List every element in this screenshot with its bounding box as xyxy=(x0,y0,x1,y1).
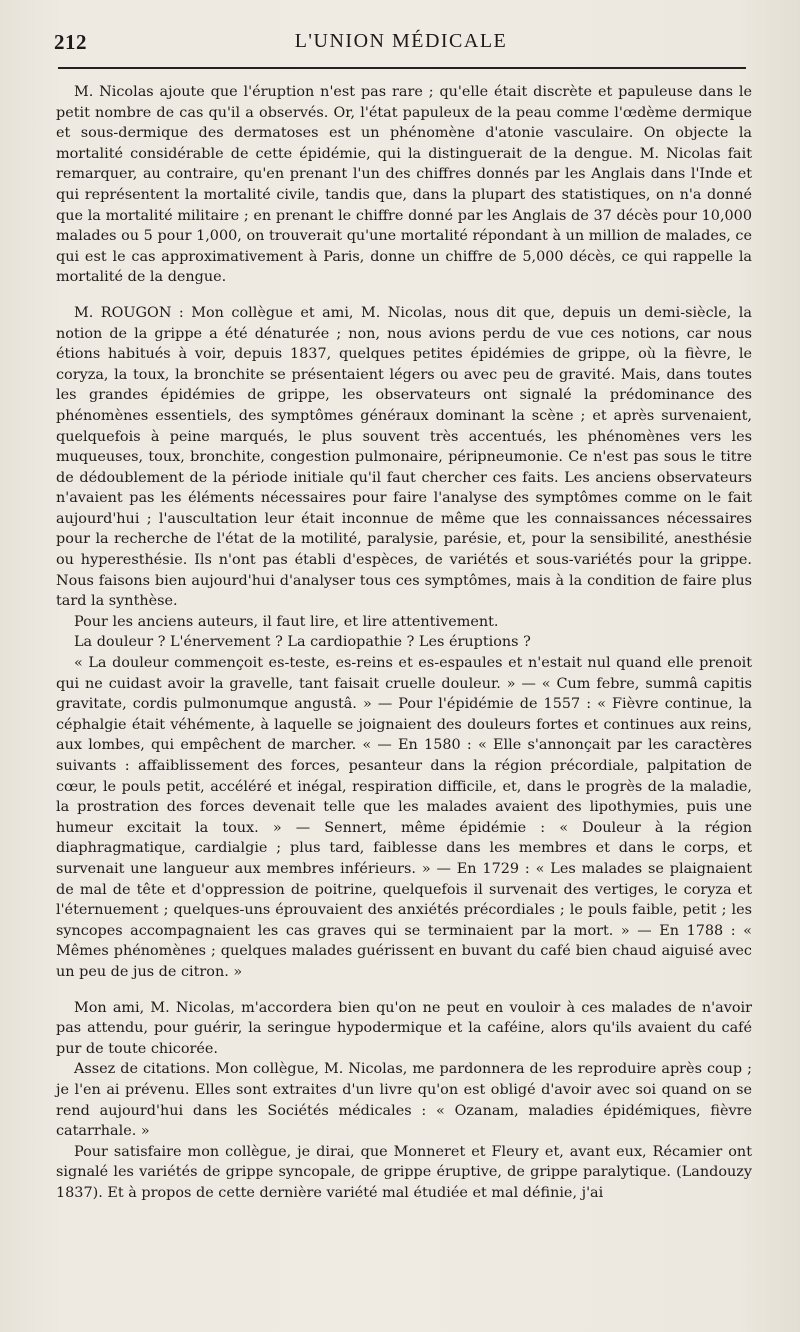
paragraph-rougon-reply: M. ROUGON : Mon collègue et ami, M. Nicolas, nous dit que, depuis un demi-siècle, la notion de la grippe a été dénaturée ; non, nous avions perdu de vue ces notions, car nous étions habitués à voir, depuis 1837, quelques petites épidémies de grippe, où la fièvre, le coryza, la toux, la bronchite se présentaient légers ou avec peu de gravité. Mais, dans toutes les grandes épidémies de grippe, les observateurs ont signalé la prédominance des phénomènes essentiels, des symptômes généraux dominant la scène ; et après survenaient, quelquefois à peine marqués, le plus souvent très accentués, les phénomènes vers les muqueuses, toux, bronchite, congestion pulmonaire, péripneumonie. Ce n'est pas sous le titre de dédoublement de la période initiale qu'il faut chercher ces faits. Les anciens observateurs n'avaient pas les éléments nécessaires pour faire l'analyse des symptômes comme on le fait aujourd'hui ; l'auscultation leur était inconnue de même que les connaissances nécessaires pour la recherche de l'état de la motilité, paralysie, parésie, et, pour la sensibilité, anesthésie ou hyperesthésie. Ils n'ont pas établi d'espèces, de variétés et sous-variétés pour la grippe. Nous faisons bien aujourd'hui d'analyser tous ces symptômes, mais à la condition de faire plus tard la synthèse. xyxy=(56,304,752,610)
header-rule xyxy=(58,67,746,69)
page-number: 212 xyxy=(54,30,87,54)
paragraph-varietes-grippe: Pour satisfaire mon collègue, je dirai, que Monneret et Fleury et, avant eux, Récamier ont signalé les variétés de grippe syncopale, de grippe éruptive, de grippe paralytique. (Landouzy 1837). Et à propos de cette dernière variété mal étudiée et mal définie, j'ai xyxy=(56,1143,752,1201)
paragraph-anciens-auteurs: Pour les anciens auteurs, il faut lire, et lire attentivement. xyxy=(74,613,499,630)
article-body xyxy=(56,82,752,1203)
paragraph-questions: La douleur ? L'énervement ? La cardiopathie ? Les éruptions ? xyxy=(74,634,531,651)
paragraph-assez-citations: Assez de citations. Mon collègue, M. Nicolas, me pardonnera de les reproduire après coup ; je l'en ai prévenu. Elles sont extraites d'un livre qu'on est obligé d'avoir avec soi quand on se rend aujourd'hui dans les Sociétés médicales : « Ozanam, maladies épidémiques, fièvre catarrhale. » xyxy=(56,1061,752,1140)
paragraph-citations: « La douleur commençoit es-teste, es-reins et es-espaules et n'estait nul quand elle prenoit qui ne cuidast avoir la gravelle, tant faisait cruelle douleur. » — « Cum febre, summâ capitis gravitate, cordis pulmonumque angustâ. » — Pour l'épidémie de 1557 : « Fièvre continue, la céphalgie était véhémente, à laquelle se joignaient des douleurs fortes et continues aux reins, aux lombes, qui empêchent de marcher. « — En 1580 : « Elle s'annonçait par les caractères suivants : affaiblissement des forces, pesanteur dans la région précordiale, palpitation de cœur, le pouls petit, accéléré et inégal, respiration difficile, et, dans le progrès de la maladie, la prostration des forces devenait telle que les malades avaient des lipothymies, puis une humeur excitait la toux. » — Sennert, même épidémie : « Douleur à la région diaphragmatique, cardialgie ; plus tard, faiblesse dans les membres et dans le corps, et survenait une langueur aux membres inférieurs. » — En 1729 : « Les malades se plaignaient de mal de tête et d'oppression de poitrine, quelquefois il survenait des vertiges, le coryza et l'éternuement ; quelques-uns éprouvaient des anxiétés précordiales ; le pouls faible, petit ; les syncopes accompagnaient les cas graves qui se terminaient par la mort. » — En 1788 : « Mêmes phénomènes ; quelques malades guérissent en buvant du café bien chaud aiguisé avec un peu de jus de citron. » xyxy=(56,655,752,980)
paragraph-cafe: Mon ami, M. Nicolas, m'accordera bien qu'on ne peut en vouloir à ces malades de n'avoir pas attendu, pour guérir, la seringue hypodermique et la caféine, alors qu'ils avaient du café pur de toute chicorée. xyxy=(56,999,752,1057)
running-title: L'UNION MÉDICALE xyxy=(294,30,508,52)
paragraph-nicolas-eruption: M. Nicolas ajoute que l'éruption n'est pas rare ; qu'elle était discrète et papuleuse dans le petit nombre de cas qu'il a observés. Or, l'état papuleux de la peau comme l'œdème dermique et sous-dermique des dermatoses est un phénomène d'atonie vasculaire. On objecte la mortalité considérable de cette épidémie, qui la distinguerait de la dengue. M. Nicolas fait remarquer, au contraire, qu'en prenant l'un des chiffres donnés par les Anglais dans l'Inde et qui représentent la mortalité civile, tandis que, dans la plupart des statistiques, on n'a donné que la mortalité militaire ; en prenant le chiffre donné par les Anglais de 37 décès pour 10,000 malades ou 5 pour 1,000, on trouverait qu'une mortalité répondant à un million de malades, ce qui est le cas approximativement à Paris, donne un chiffre de 5,000 décès, ce qui rappelle la mortalité de la dengue. xyxy=(56,84,752,286)
page-header xyxy=(54,30,748,60)
